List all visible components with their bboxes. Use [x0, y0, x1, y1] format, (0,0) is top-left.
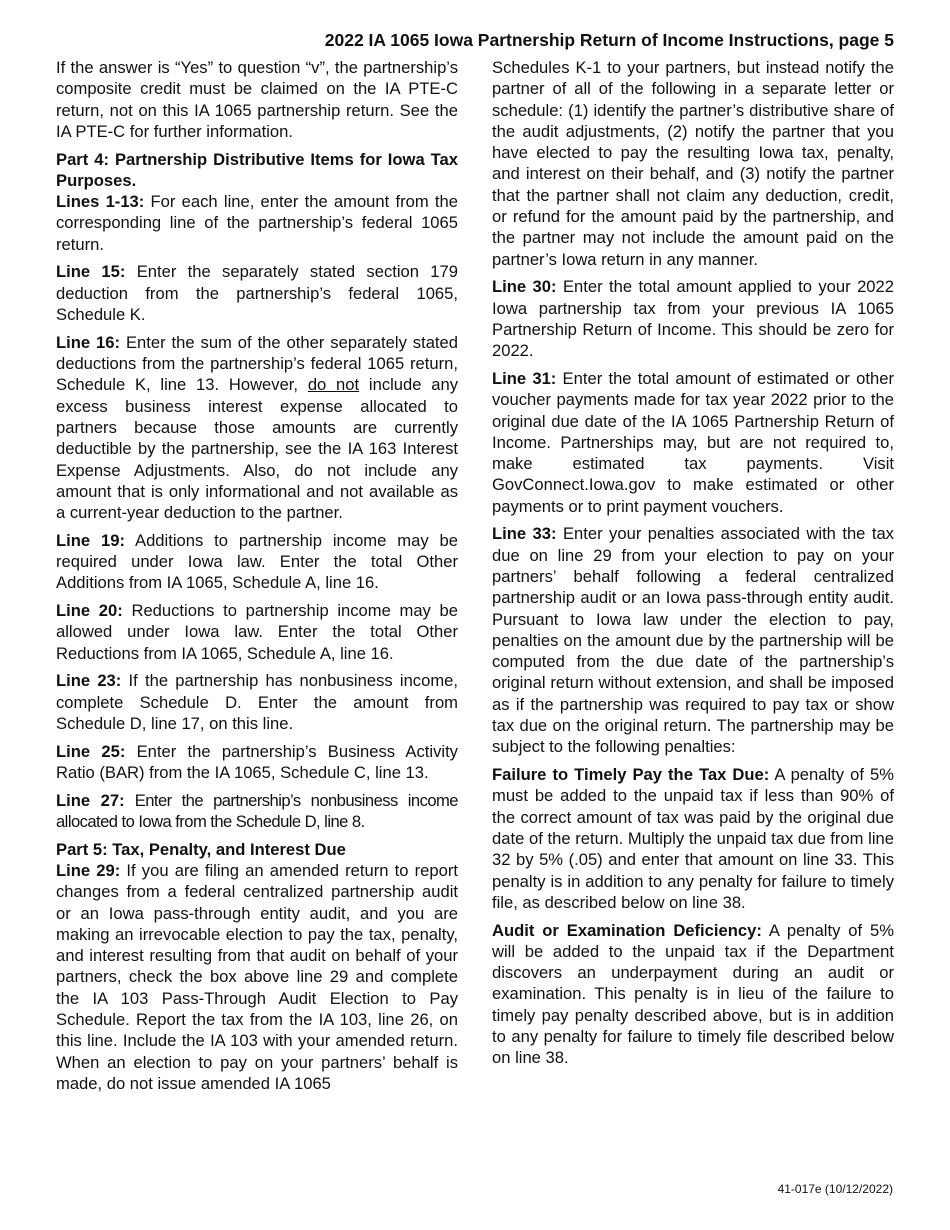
line-29-continued-paragraph: Schedules K-1 to your partners, but instead notify the partner of all of the following in a separate letter or schedule: (1) identify the partner’s distributive share of the audit adjustments, (2) notify the partner that you have elected to pay the resulting Iowa tax, penalty, and interest on their behalf, and (3) notify the partner that the partner shall not claim any deduction, credit, or refund for the amount paid by the partnership, and the partner may not include the amount paid on the partner’s Iowa return in any manner.: [492, 58, 894, 269]
line-25-paragraph: Line 25: Enter the partnership’s Business Activity Ratio (BAR) from the IA 1065, Schedule C, line 13.: [56, 741, 458, 782]
failure-to-pay-paragraph: Failure to Timely Pay the Tax Due: A penalty of 5% must be added to the unpaid tax if less than 90% of the correct amount of tax was paid by the original due date of the return. Multiply the unpaid tax due from line 32 by 5% (.05) and enter that amount on line 33. This penalty is in addition to any penalty for failure to timely file, as described below on line 38.: [492, 765, 894, 912]
audit-deficiency-paragraph: Audit or Examination Deficiency: A penalty of 5% will be added to the unpaid tax if the Department discovers an underpayment during an audit or examination. This penalty is in lieu of the failure to timely pay penalty described above, but is in addition to any penalty for failure to timely file described below on line 38.: [492, 920, 894, 1068]
part4-heading: Part 4: Partnership Distributive Items for Iowa Tax Purposes.: [56, 149, 458, 190]
line-20-paragraph: Line 20: Reductions to partnership income may be allowed under Iowa law. Enter the total Other Reductions from IA 1065, Schedule A, line 16.: [56, 601, 458, 663]
line-16-paragraph: Line 16: Enter the sum of the other separately stated deductions from the partnership’s federal 1065 return, Schedule K, line 13. However, do not include any excess business interest expense allocated to partners because those amounts are currently deductible by the partnership, see the IA 163 Interest Expense Adjustments. Also, do not include any amount that is only informational and not available as a current-year deduction to the partner.: [56, 332, 459, 523]
part5-heading: Part 5: Tax, Penalty, and Interest Due: [56, 839, 346, 859]
line-27-paragraph: Line 27: Enter the partnership’s nonbusiness income allocated to Iowa from the Schedule D, line 8.: [56, 790, 458, 831]
line-29-paragraph: Line 29: If you are filing an amended return to report changes from a federal centralized partnership audit or an Iowa pass-through entity audit, and you are making an irrevocable election to pay the tax, penalty, and interest resulting from that audit on behalf of your partners, check the box above line 29 and complete the IA 103 Pass-Through Audit Election to Pay Schedule. Report the tax from the IA 103, line 26, on this line. Include the IA 103 with your amended return. When an election to pay on your partners’ behalf is made, do not issue amended IA 1065: [56, 860, 458, 1093]
form-id-footer: 41-017e (10/12/2022): [777, 1182, 893, 1196]
line-19-paragraph: Line 19: Additions to partnership income may be required under Iowa law. Enter the total Other Additions from IA 1065, Schedule A, line 16.: [56, 530, 458, 593]
line-31-paragraph: Line 31: Enter the total amount of estimated or other voucher payments made for tax year 2022 prior to the original due date of the IA 1065 Partnership Return of Income. Partnerships may, but are not required to, make estimated tax payments. Visit GovConnect.Iowa.gov to make estimated or other payments or to print payment vouchers.: [492, 368, 894, 516]
line-15-paragraph: Line 15: Enter the separately stated section 179 deduction from the partnership’s federal 1065, Schedule K.: [56, 262, 458, 325]
lines-1-13-paragraph: Lines 1-13: For each line, enter the amount from the corresponding line of the partnership’s federal 1065 return.: [56, 192, 458, 254]
line-33-paragraph: Line 33: Enter your penalties associated with the tax due on line 29 from your election to pay on your partners’ behalf following a federal centralized partnership audit or an Iowa pass-through entity audit. Pursuant to Iowa law under the election to pay, penalties on the amount due by the partnership will be computed from the due date of the partnership’s original return without extension, and shall be imposed as if the partnership was required to pay tax or show tax due on the original return. The partnership may be subject to the following penalties:: [492, 524, 894, 757]
do-not-emphasis: do not: [307, 375, 360, 395]
page-header-title: 2022 IA 1065 Iowa Partnership Return of Income Instructions, page 5: [324, 30, 894, 50]
left-column: [56, 57, 458, 1101]
right-column: [492, 57, 894, 1075]
line-30-paragraph: Line 30: Enter the total amount applied to your 2022 Iowa partnership tax from your previous IA 1065 Partnership Return of Income. This should be zero for 2022.: [492, 277, 894, 361]
line-23-paragraph: Line 23: If the partnership has nonbusiness income, complete Schedule D. Enter the amount from Schedule D, line 17, on this line.: [56, 671, 458, 733]
composite-credit-paragraph: If the answer is “Yes” to question “v”, the partnership’s composite credit must be claimed on the IA PTE-C return, not on this IA 1065 partnership return. See the IA PTE-C for further information.: [56, 58, 458, 141]
